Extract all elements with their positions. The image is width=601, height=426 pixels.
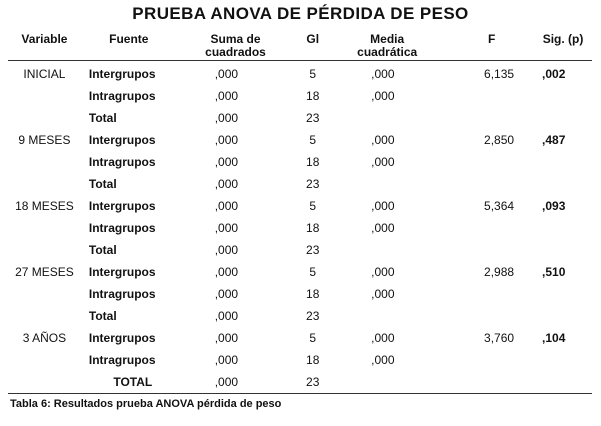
table-row: [8, 239, 592, 261]
table-title: PRUEBA ANOVA DE PÉRDIDA DE PESO: [132, 4, 469, 23]
cell-sig: [536, 85, 592, 107]
table-row: [8, 283, 592, 305]
cell-variable: INICIAL: [23, 67, 66, 81]
cell-fuente: Intragrupos: [88, 155, 156, 169]
cell-gl: 18: [306, 287, 320, 301]
cell-f: [445, 305, 536, 327]
cell-gl: 5: [309, 199, 317, 213]
header-suma-line2: cuadrados: [205, 45, 266, 59]
table-row: [8, 327, 592, 349]
cell-sig: [536, 371, 592, 394]
cell-variable: [8, 173, 81, 195]
cell-gl: 23: [306, 111, 320, 125]
cell-suma-cuadrados: ,000: [214, 155, 239, 169]
cell-f: 2,850: [484, 133, 515, 147]
cell-variable: [8, 283, 81, 305]
cell-media-cuadratica: [331, 239, 445, 261]
header-f: F: [445, 33, 536, 61]
anova-table: [8, 33, 592, 394]
cell-suma-cuadrados: ,000: [214, 177, 239, 191]
cell-suma-cuadrados: ,000: [214, 111, 239, 125]
cell-fuente: Total: [88, 177, 117, 191]
table-row: [8, 305, 592, 327]
cell-media-cuadratica: ,000: [371, 67, 395, 81]
cell-variable: [8, 371, 81, 394]
cell-media-cuadratica: ,000: [371, 265, 395, 279]
cell-gl: 23: [306, 243, 320, 257]
cell-f: [445, 283, 536, 305]
cell-gl: 5: [309, 67, 317, 81]
cell-gl: 5: [309, 265, 317, 279]
cell-fuente: Intragrupos: [88, 221, 156, 235]
cell-suma-cuadrados: ,000: [214, 67, 239, 81]
cell-sig: ,487: [542, 133, 566, 147]
cell-fuente: Total: [88, 309, 117, 323]
cell-sig: [536, 349, 592, 371]
cell-gl: 23: [294, 371, 331, 394]
cell-sig: ,093: [542, 199, 566, 213]
table-row: [8, 85, 592, 107]
cell-suma-cuadrados: ,000: [179, 371, 295, 394]
header-row: [8, 33, 592, 61]
cell-sig: [536, 283, 592, 305]
cell-media-cuadratica: ,000: [371, 221, 395, 235]
cell-f: [445, 173, 536, 195]
cell-media-cuadratica: [331, 107, 445, 129]
cell-media-cuadratica: [331, 305, 445, 327]
cell-gl: 18: [306, 221, 320, 235]
cell-sig: ,104: [542, 331, 566, 345]
table-body: [8, 61, 592, 394]
cell-fuente: Intergrupos: [88, 331, 156, 345]
cell-media-cuadratica: ,000: [371, 89, 395, 103]
cell-suma-cuadrados: ,000: [214, 265, 239, 279]
cell-f: [445, 239, 536, 261]
cell-f: [445, 85, 536, 107]
header-media-line1: Media: [370, 32, 405, 46]
cell-suma-cuadrados: ,000: [214, 309, 239, 323]
cell-f: [445, 217, 536, 239]
cell-variable: 27 MESES: [15, 265, 74, 279]
table-row: [8, 173, 592, 195]
cell-variable: [8, 107, 81, 129]
cell-variable: 18 MESES: [15, 199, 74, 213]
table-row: [8, 129, 592, 151]
cell-suma-cuadrados: ,000: [214, 243, 239, 257]
cell-f: [445, 349, 536, 371]
cell-variable: [8, 85, 81, 107]
cell-suma-cuadrados: ,000: [214, 199, 239, 213]
cell-variable: 3 AÑOS: [22, 331, 67, 345]
header-fuente: Fuente: [81, 33, 179, 61]
cell-f: 3,760: [484, 331, 515, 345]
cell-media-cuadratica: ,000: [371, 155, 395, 169]
cell-gl: 23: [306, 177, 320, 191]
cell-media-cuadratica: ,000: [371, 331, 395, 345]
cell-variable: [8, 239, 81, 261]
cell-fuente: Intragrupos: [88, 89, 156, 103]
cell-f: 6,135: [484, 67, 515, 81]
header-suma-line1: Suma de: [210, 32, 261, 46]
cell-fuente: Intragrupos: [88, 353, 156, 367]
cell-gl: 23: [306, 309, 320, 323]
cell-fuente: Intergrupos: [88, 199, 156, 213]
cell-sig: ,510: [542, 265, 566, 279]
cell-gl: 18: [306, 89, 320, 103]
cell-f: 5,364: [484, 199, 515, 213]
cell-fuente: TOTAL: [81, 371, 179, 394]
table-row: [8, 371, 592, 394]
cell-media-cuadratica: [331, 173, 445, 195]
header-media-line2: cuadrática: [357, 45, 418, 59]
header-media-cuadratica: [331, 33, 445, 61]
cell-suma-cuadrados: ,000: [214, 133, 239, 147]
cell-variable: [8, 217, 81, 239]
table-row: [8, 107, 592, 129]
table-row: [8, 151, 592, 173]
cell-sig: [536, 305, 592, 327]
table-row: [8, 61, 592, 86]
header-gl: Gl: [294, 33, 331, 61]
cell-f: 2,988: [484, 265, 515, 279]
cell-suma-cuadrados: ,000: [214, 89, 239, 103]
cell-f: [445, 151, 536, 173]
cell-f: [445, 107, 536, 129]
header-variable: Variable: [8, 33, 81, 61]
cell-sig: [536, 239, 592, 261]
table-header: [8, 33, 592, 61]
cell-media-cuadratica: ,000: [371, 133, 395, 147]
table-row: [8, 195, 592, 217]
cell-sig: [536, 107, 592, 129]
table-row: [8, 261, 592, 283]
cell-suma-cuadrados: ,000: [214, 353, 239, 367]
cell-variable: [8, 305, 81, 327]
cell-variable: 9 MESES: [18, 133, 71, 147]
cell-media-cuadratica: ,000: [371, 287, 395, 301]
cell-fuente: Intergrupos: [88, 67, 156, 81]
header-sig: Sig. (p): [536, 33, 592, 61]
cell-suma-cuadrados: ,000: [214, 331, 239, 345]
table-caption: Tabla 6: Resultados prueba ANOVA pérdida de peso: [10, 398, 282, 410]
cell-sig: [536, 173, 592, 195]
cell-variable: [8, 349, 81, 371]
table-row: [8, 349, 592, 371]
cell-variable: [8, 151, 81, 173]
cell-media-cuadratica: ,000: [371, 199, 395, 213]
cell-fuente: Total: [88, 243, 117, 257]
cell-fuente: Intergrupos: [88, 133, 156, 147]
header-suma-cuadrados: [179, 33, 295, 61]
cell-fuente: Intragrupos: [88, 287, 156, 301]
cell-gl: 5: [309, 331, 317, 345]
cell-suma-cuadrados: ,000: [214, 221, 239, 235]
cell-fuente: Intergrupos: [88, 265, 156, 279]
cell-media-cuadratica: ,000: [371, 353, 395, 367]
table-row: [8, 217, 592, 239]
cell-sig: [536, 151, 592, 173]
cell-gl: 18: [306, 155, 320, 169]
cell-suma-cuadrados: ,000: [214, 287, 239, 301]
cell-sig: ,002: [542, 67, 566, 81]
cell-gl: 18: [306, 353, 320, 367]
cell-media-cuadratica: [331, 371, 445, 394]
cell-gl: 5: [309, 133, 317, 147]
cell-sig: [536, 217, 592, 239]
cell-fuente: Total: [88, 111, 117, 125]
cell-f: [445, 371, 536, 394]
